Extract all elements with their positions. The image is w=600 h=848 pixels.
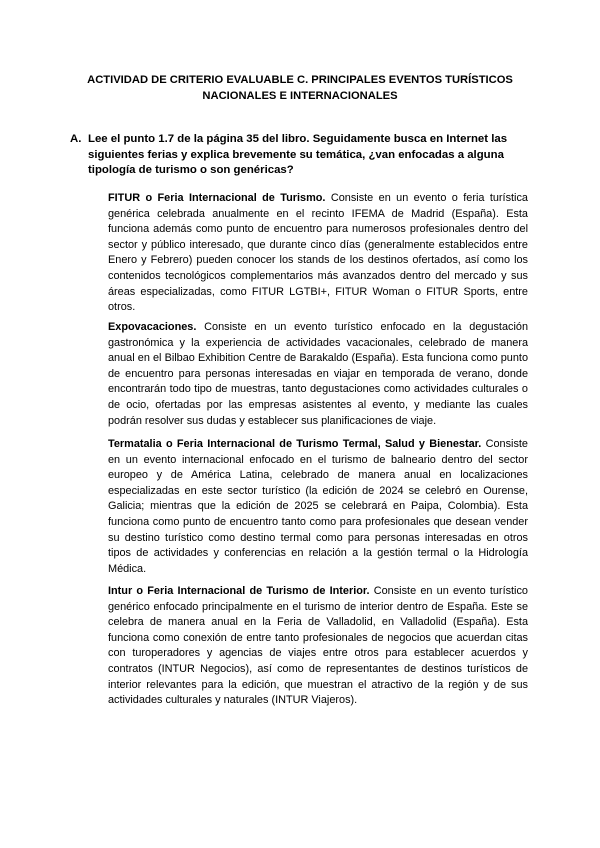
paragraph-intur — [108, 584, 528, 709]
paragraph-body: Consiste en un evento turístico enfocado en la degustación gastronómica y la experiencia de actividades vacacionales, celebrado de manera anual en el Bilbao Exhibition Centre de Barakaldo (España). Esta funciona como punto de encuentro para personas interesadas en viajar en temporada de verano, donde encontrarán todo tipo de muestras, tanto degustaciones como actividades culturales o de ocio, ofertadas por las empresas asistentes al evento, y mediante las cuales podrán resolver sus dudas y establecer sus planificaciones de viaje. — [108, 321, 528, 427]
question-a — [70, 132, 528, 179]
question-letter: A. — [70, 133, 82, 145]
paragraph-heading: Expovacaciones. — [108, 321, 197, 333]
paragraph-heading: Intur o Feria Internacional de Turismo de Interior. — [108, 585, 370, 597]
paragraph-body: Consiste en un evento o feria turística genérica celebrada anualmente en el recinto IFEMA de Madrid (España). Esta funciona además como punto de encuentro para numerosos profesionales dentro del sector y público interesado, que durante cinco días (generalmente establecidos entre Enero y Febrero) pueden conocer los stands de los destinos ofertados, así como los contenidos tecnológicos complementarios más avanzados dentro del mercado y sus áreas especializadas, como FITUR LGTBI+, FITUR Woman o FITUR Sports, entre otros. — [108, 192, 528, 314]
paragraph-expovacaciones — [108, 320, 528, 429]
paragraph-termatalia — [108, 437, 528, 577]
paragraph-body: Consiste en un evento internacional enfocado en el turismo de balneario dentro del sector europeo y de América Latina, celebrado de manera anual en localizaciones especializadas en este sector turístico (la edición de 2024 se celebró en Ourense, Galicia; mientras que la edición de 2025 se celebrará en Paipa, Colombia). Esta funciona como punto de encuentro tanto como para profesionales que desean vender su destino turístico como destino termal como para personas interesadas en otros tipos de actividades y conferencias en relación a la gestión termal o la Hidrología Médica. — [108, 438, 528, 575]
document-title: ACTIVIDAD DE CRITERIO EVALUABLE C. PRINCIPALES EVENTOS TURÍSTICOS NACIONALES E INTERNACIONALES — [87, 74, 513, 102]
paragraph-body: Consiste en un evento turístico genérico enfocado principalmente en el turismo de interior dentro de España. Este se celebra de manera anual en la Feria de Valladolid, en Valladolid (España). Esta funciona como conexión de entre tanto profesionales de negocios que acuerdan citas con turoperadores y agencias de viajes entre otros para establecer acuerdos y contratos (INTUR Negocios), así como de representantes de destinos turísticos de interior relevantes para la edición, que muestran el atractivo de la región y de sus actividades culturales y naturales (INTUR Viajeros). — [108, 585, 528, 707]
paragraph-fitur — [108, 191, 528, 316]
question-text: Lee el punto 1.7 de la página 35 del libro. Seguidamente busca en Internet las siguientes ferias y explica brevemente su temática, ¿van enfocadas a alguna tipología de turismo o son genéricas? — [88, 133, 508, 176]
paragraph-heading: Termatalia o Feria Internacional de Turismo Termal, Salud y Bienestar. — [108, 438, 482, 450]
paragraph-heading: FITUR o Feria Internacional de Turismo. — [108, 192, 326, 204]
